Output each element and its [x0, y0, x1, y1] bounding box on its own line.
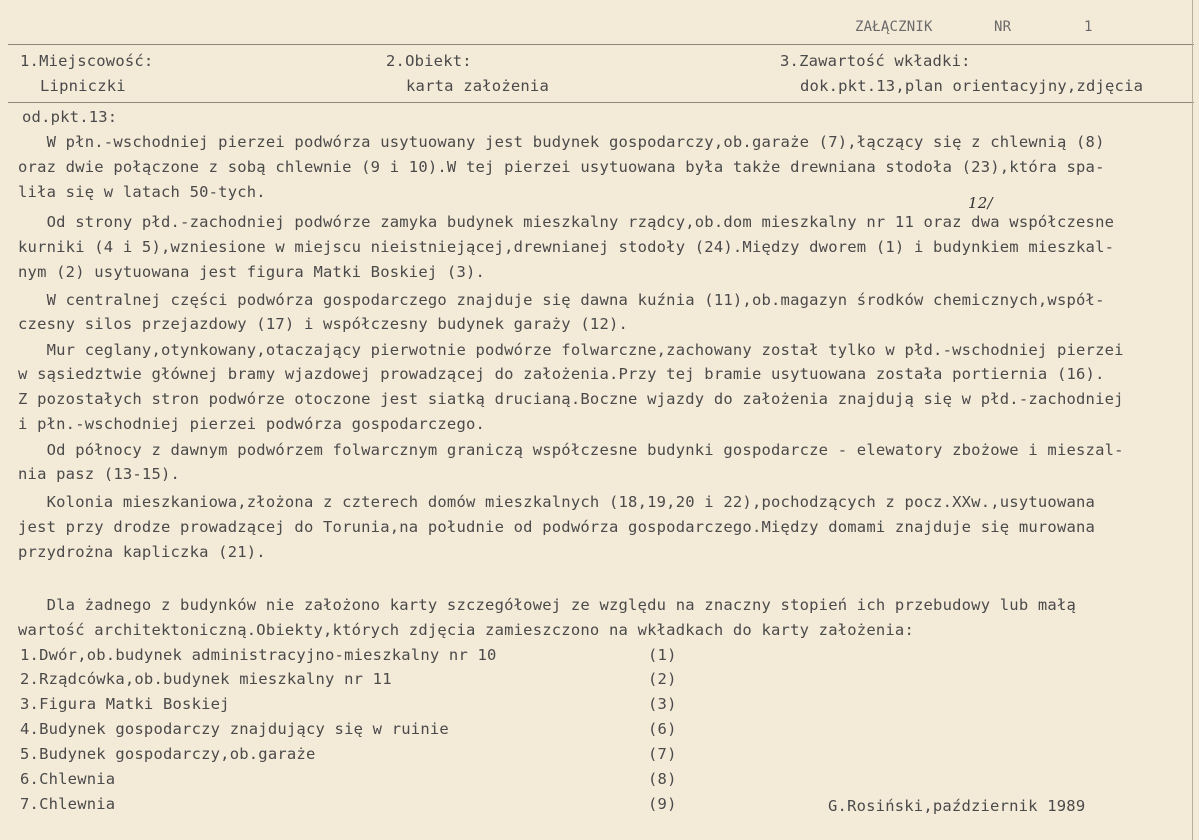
photo-list-ref: (6)	[648, 720, 677, 738]
photo-list-ref: (7)	[648, 745, 677, 763]
body-line: przydrożna kapliczka (21).	[18, 543, 266, 561]
note-line: wartość architektoniczną.Obiekty,których zdjęcia zamieszczono na wkładkach do karty założenia:	[18, 621, 914, 639]
handwritten-annotation: 12/	[968, 194, 993, 212]
photo-list-item: 5.Budynek gospodarczy,ob.garaże	[20, 745, 316, 763]
note-line: Dla żadnego z budynków nie założono karty szczegółowej ze względu na znaczny stopień ich przebudowy lub małą	[18, 596, 1077, 614]
photo-list-item: 6.Chlewnia	[20, 770, 116, 788]
body-line: czesny silos przejazdowy (17) i współczesny budynek garaży (12).	[18, 315, 629, 333]
photo-list-ref: (3)	[648, 695, 677, 713]
photo-list-ref: (2)	[648, 670, 677, 688]
object-label: 2.Obiekt:	[386, 52, 472, 70]
locality-value: Lipniczki	[40, 77, 126, 95]
section-reference: od.pkt.13:	[22, 108, 118, 126]
body-line: i płn.-wschodniej pierzei podwórza gospodarczego.	[18, 415, 486, 433]
photo-list-ref: (8)	[648, 770, 677, 788]
body-line: Od strony płd.-zachodniej podwórze zamyka budynek mieszkalny rządcy,ob.dom mieszkalny nr 11 oraz dwa współczesne	[18, 213, 1115, 231]
header-bottom-rule	[8, 102, 1194, 103]
body-line: nia pasz (13-15).	[18, 465, 181, 483]
annex-label: ZAŁĄCZNIK	[855, 19, 933, 35]
photo-list-item: 7.Chlewnia	[20, 795, 116, 813]
body-line: Od północy z dawnym podwórzem folwarcznym graniczą współczesne budynki gospodarcze - elewatory zbożowe i mieszal-	[18, 441, 1124, 459]
photo-list-ref: (9)	[648, 795, 677, 813]
body-line: Kolonia mieszkaniowa,złożona z czterech domów mieszkalnych (18,19,20 i 22),pochodzących z pocz.XXw.,usytuowana	[18, 493, 1096, 511]
body-line: oraz dwie połączone z sobą chlewnie (9 i 10).W tej pierzei usytuowana była także drewniana stodoła (23),która spa-	[18, 158, 1105, 176]
annex-number-value: 1	[1084, 19, 1093, 35]
body-line: Mur ceglany,otynkowany,otaczający pierwotnie podwórze folwarczne,zachowany został tylko w płd.-wschodniej pierzei	[18, 341, 1124, 359]
annex-number-label: NR	[994, 19, 1012, 35]
photo-list-item: 3.Figura Matki Boskiej	[20, 695, 230, 713]
photo-list-item: 1.Dwór,ob.budynek administracyjno-mieszkalny nr 10	[20, 646, 497, 664]
contents-value: dok.pkt.13,plan orientacyjny,zdjęcia	[800, 77, 1144, 95]
card-edge	[1192, 0, 1193, 840]
body-line: w sąsiedztwie głównej bramy wjazdowej prowadzącej do założenia.Przy tej bramie usytuowana została portiernia (16).	[18, 365, 1105, 383]
body-line: W płn.-wschodniej pierzei podwórza usytuowany jest budynek gospodarczy,ob.garaże (7),łączący się z chlewnią (8)	[18, 133, 1105, 151]
photo-list-item: 2.Rządcówka,ob.budynek mieszkalny nr 11	[20, 670, 392, 688]
body-line: Z pozostałych stron podwórze otoczone jest siatką drucianą.Boczne wjazdy do założenia znajdują się w płd.-zachodniej	[18, 390, 1124, 408]
object-value: karta założenia	[406, 77, 549, 95]
header-top-rule	[8, 44, 1194, 45]
body-line: W centralnej części podwórza gospodarczego znajduje się dawna kuźnia (11),ob.magazyn środków chemicznych,współ-	[18, 291, 1105, 309]
photo-list-ref: (1)	[648, 646, 677, 664]
locality-label: 1.Miejscowość:	[20, 52, 154, 70]
contents-label: 3.Zawartość wkładki:	[780, 52, 971, 70]
author-signature: G.Rosiński,październik 1989	[828, 797, 1086, 815]
body-line: kurniki (4 i 5),wzniesione w miejscu nieistniejącej,drewnianej stodoły (24).Między dworem (1) i budynkiem mieszkal-	[18, 238, 1115, 256]
body-line: nym (2) usytuowana jest figura Matki Boskiej (3).	[18, 263, 486, 281]
body-line: liła się w latach 50-tych.	[18, 183, 266, 201]
body-line: jest przy drodze prowadzącej do Torunia,na południe od podwórza gospodarczego.Między domami znajduje się murowana	[18, 518, 1096, 536]
photo-list-item: 4.Budynek gospodarczy znajdujący się w ruinie	[20, 720, 449, 738]
